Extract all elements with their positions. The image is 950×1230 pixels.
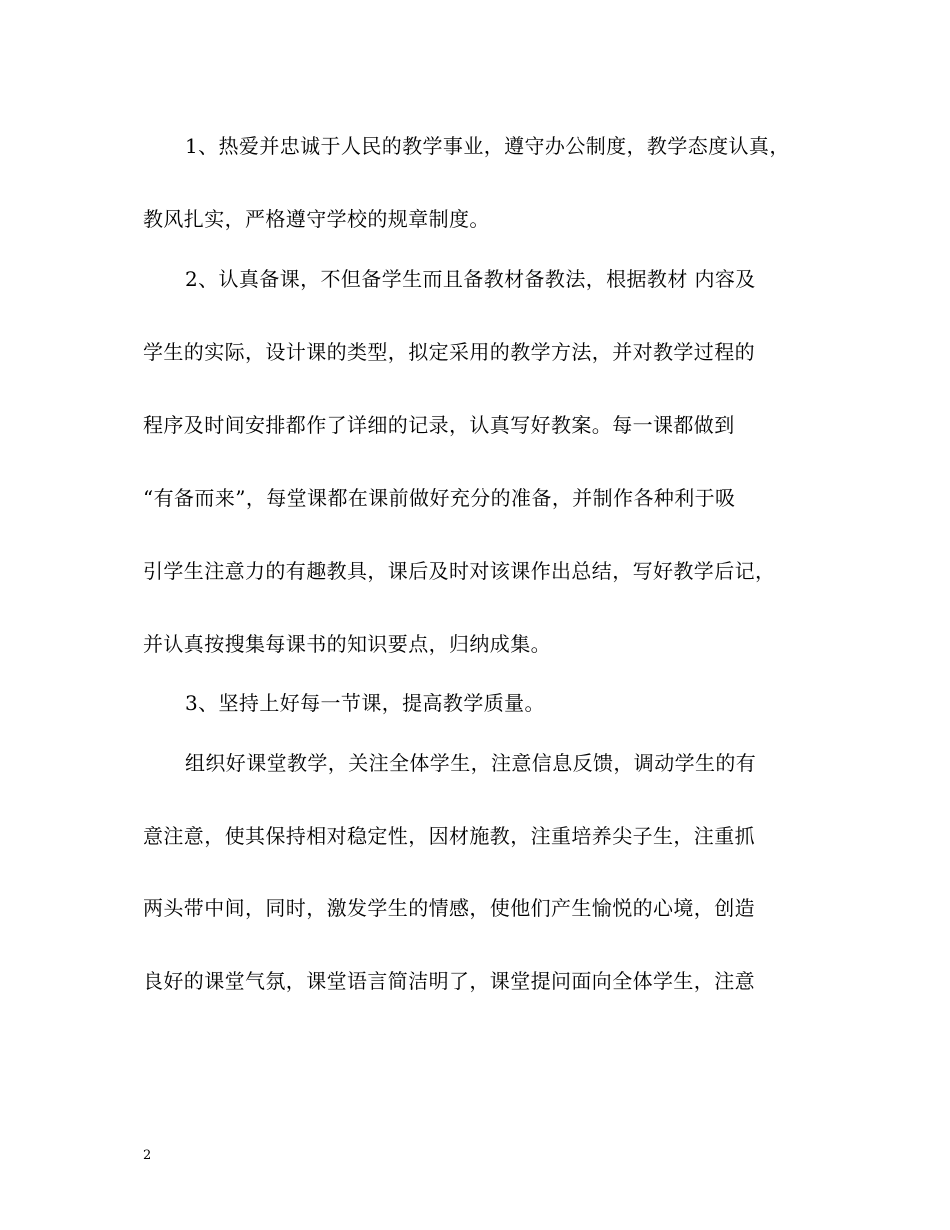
paragraph-3-line-1: 3、坚持上好每一节课，提高教学质量。 xyxy=(185,691,545,715)
paragraph-2-line-2: 学生的实际，设计课的类型，拟定采用的教学方法，并对教学过程的 xyxy=(143,340,755,364)
paragraph-1-line-2: 教风扎实，严格遵守学校的规章制度。 xyxy=(143,207,490,231)
paragraph-2-line-5: 引学生注意力的有趣教具，课后及时对该课作出总结，写好教学后记， xyxy=(143,559,776,583)
paragraph-4-line-1: 组织好课堂教学，关注全体学生，注意信息反馈，调动学生的有 xyxy=(185,751,757,775)
paragraph-4-line-4: 良好的课堂气氛，课堂语言简洁明了，课堂提问面向全体学生，注意 xyxy=(143,969,755,993)
paragraph-2-line-6: 并认真按搜集每课书的知识要点，归纳成集。 xyxy=(143,632,551,656)
paragraph-2-line-4: “有备而来”，每堂课都在课前做好充分的准备，并制作各种利于吸 xyxy=(143,486,736,510)
paragraph-1-line-1: 1、热爱并忠诚于人民的教学事业，遵守办公制度，教学态度认真， xyxy=(185,134,790,158)
page-number: 2 xyxy=(143,1148,152,1163)
paragraph-2-line-1: 2、认真备课，不但备学生而且备教材备教法，根据教材 内容及 xyxy=(185,267,756,291)
paragraph-4-line-3: 两头带中间，同时，激发学生的情感，使他们产生愉悦的心境，创造 xyxy=(143,896,755,920)
paragraph-4-line-2: 意注意，使其保持相对稳定性，因材施教，注重培养尖子生，注重抓 xyxy=(143,824,755,848)
paragraph-2-line-3: 程序及时间安排都作了详细的记录，认真写好教案。每一课都做到 xyxy=(143,413,735,437)
